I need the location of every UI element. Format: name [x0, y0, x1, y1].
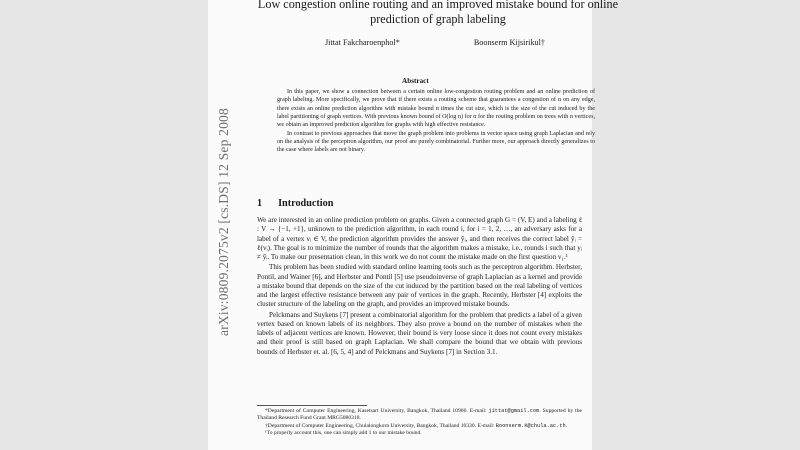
section-title: Introduction — [278, 198, 334, 209]
abstract-paragraph: In this paper, we show a connection between a certain online low-congestion routing problem and an online prediction of graph labeling. More specifically, we prove that if there exists a routing scheme that guarantees a congestion of α on any edge, there exists an online prediction algorithm with mistake bound α times the cut size, which is the size of the cut induced by the label partitioning of graph vertices. With previous known bound of O(log n) for α for the routing problem on trees with n vertices, we obtain an improved prediction algorithm for graphs with high effective resistance. — [277, 89, 595, 129]
author-name: Boonserm Kijsirikul† — [473, 38, 545, 47]
arxiv-identifier: arXiv:0809.2075v2 [cs.DS] 12 Sep 2008 — [216, 108, 231, 336]
abstract — [277, 88, 595, 155]
paper-title: Low congestion online routing and an improved mistake bound for online prediction of graph labeling — [257, 0, 619, 26]
email-link[interactable]: Boonserm.K@chula.ac.th — [495, 422, 566, 429]
abstract-heading: Abstract — [402, 77, 429, 85]
introduction-body — [257, 216, 582, 358]
body-paragraph: We are interested in an online prediction problem on graphs. Given a connected graph G = (V, E) and a labeling ℓ : V → {−1, +1}, unknown to the prediction algorithm, in each round i, for i = 1, 2, …, an adversary asks for a label of a vertex vᵢ ∈ V, the prediction algorithm provides the answer ŷᵢ, and then receives the correct label ŷᵢ = ℓ(vᵢ). The goal is to minimize the number of rounds that the algorithm makes a mistake, i.e., rounds i such that yᵢ ≠ ŷᵢ. To make our presentation clean, in this work we do not count the mistake made on the first question v₁.¹ — [257, 216, 582, 261]
footnotes — [257, 408, 582, 437]
body-paragraph: This problem has been studied with standard online learning tools such as the perceptron algorithm. Herbster, Pontil, and Wainer [6], and Herbster and Pontil [5] use pseudoinverse of graph Laplacian as a kernel and provide a mistake bound that depends on the size of the cut induced by the partition based on the real labeling of vertices and the largest effective resistance between any pair of vertices in the graph. Recently, Herbster [4] exploits the cluster structure of the labeling on the graph, and provides an improved mistake bounds. — [257, 263, 582, 309]
footnote — [257, 423, 582, 430]
author-list — [325, 38, 545, 47]
footnote-divider — [257, 405, 367, 406]
footnote-text: . Supported by the Thailand Research Fund Grant MRG5080318. — [257, 408, 582, 422]
abstract-paragraph: In contrast to previous approaches that move the graph problem into problems in vector space using graph Laplacian and rely on the analysis of the perceptron algorithm, our proof are purely combinatorial. Further more, our approach directly generalizes to the case where labels are not binary. — [277, 130, 595, 154]
author-name: Jittat Fakcharoenphol* — [325, 38, 400, 47]
footnote-text: *Department of Computer Engineering, Kasetsart University, Bangkok, Thailand 10900. E-mail: — [265, 408, 487, 414]
footnote-text: . — [565, 422, 568, 429]
footnote: ¹To properly account this, one can simply add 1 to our mistake bound. — [265, 429, 422, 436]
footnote — [257, 408, 582, 423]
section-number: 1 — [257, 198, 263, 209]
section-heading — [257, 198, 333, 209]
body-paragraph: Pelckmans and Suykens [7] present a combinatorial algorithm for the problem that predicts a label of a given vertex based on known labels of its neighbors. They also prove a bound on the number of mistakes when the labels of adjacent vertices are known. However, their bound is very loose since it does not count every mistakes and their proof is still based on graph Laplacian. We shall compare the bound that we obtain with previous bounds of Herbster et. al. [6, 5, 4] and of Pelckmans and Suykens [7] in Section 3.1. — [257, 310, 582, 356]
email-link[interactable]: jittat@gmail.com — [488, 408, 540, 414]
footnote-text: †Department of Computer Engineering, Chulalongkorn University, Bangkok, Thailand 10330. E-mail: — [265, 422, 495, 429]
